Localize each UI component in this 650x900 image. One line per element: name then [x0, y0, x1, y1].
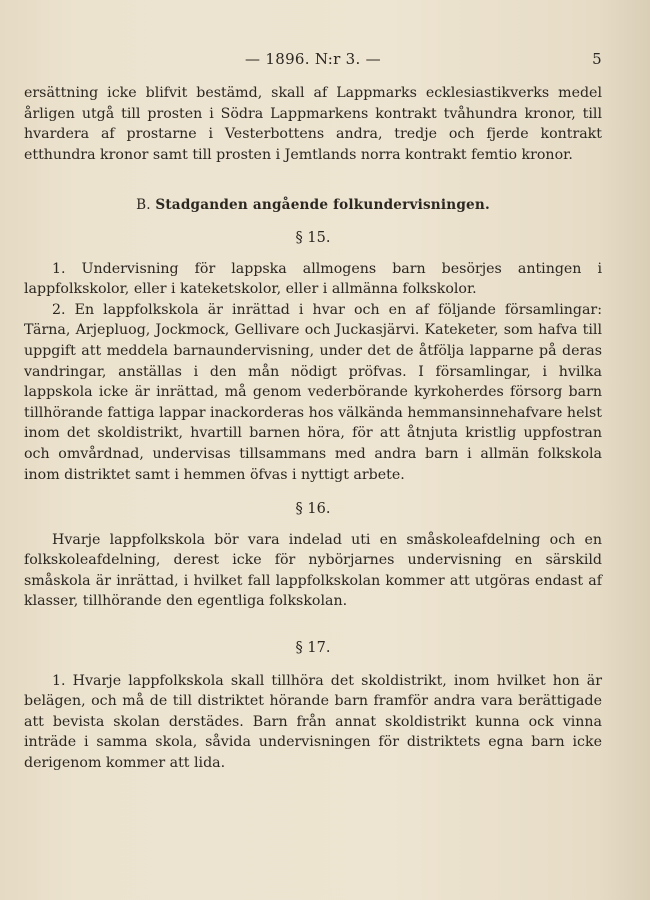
section-15-item-2: 2. En lappfolkskola är inrättad i hvar och en af följande församlingar: Tärna, Arjepluog, Jockmock, Gellivare och Juckasjärvi. Kateketer, som hafva till uppgift att meddela barnaundervisning, under det de åtfölja lapparne på deras vandringar, anställas i den mån nödigt pröfvas. I församlingar, i hvilka lappskola icke är inrättad, må genom vederbörande kyrkoherdes försorg barn tillhörande fattiga lappar inackorderas hos välkända hemmansinnehafvare helst inom det skoldistrikt, hvartill barnen höra, för att åtnjuta kristlig uppfostran och omvårdnad, undervisas tillsammans med andra barn i allmän folkskola inom distriktet samt i hemmen öfvas i nyttigt arbete.	[24, 301, 602, 483]
section-17-item-1: 1. Hvarje lappfolkskola skall tillhöra det skoldistrikt, inom hvilket hon är belägen, och må de till distriktet hörande barn framför andra vara berättigade att bevista skolan derstädes. Barn från annat skoldistrikt kunna ock vinna inträde i samma skola, såvida undervisningen för distriktets egna barn icke derigenom kommer att lida.	[24, 672, 602, 772]
section-b-letter: B.	[136, 197, 151, 214]
section-16-heading: § 16.	[295, 501, 331, 518]
running-head	[24, 50, 602, 74]
section-17-heading: § 17.	[295, 640, 331, 657]
section-15-item-1: 1. Undervisning för lappska allmogens barn besörjes antingen i lappfolkskolor, eller i kateketskolor, eller i allmänna folkskolor.	[24, 260, 602, 298]
body-text	[24, 83, 602, 774]
intro-paragraph: ersättning icke blifvit bestämd, skall af Lappmarks ecklesiastikverks medel årligen utgå till prosten i Södra Lappmarkens kontrakt tvåhundra kronor, till hvardera af prostarne i Vesterbottens andra, tredje och fjerde kontrakt etthundra kronor samt till prosten i Jemtlands norra kontrakt femtio kronor.	[24, 85, 602, 163]
page-number: 5	[592, 50, 602, 68]
section-16-paragraph: Hvarje lappfolkskola bör vara indelad uti en småskoleafdelning och en folkskoleafdelning, derest icke för nybörjarnes undervisning en särskild småskola är inrättad, i hvilket fall lappfolkskolan kommer att utgöras endast af klasser, tillhörande den egentliga folkskolan.	[24, 531, 602, 610]
running-title: — 1896. N:r 3. —	[245, 50, 381, 68]
section-b-heading	[24, 195, 602, 216]
section-b-title: Stadganden angående folkundervisningen.	[155, 197, 490, 214]
section-15-heading: § 15.	[295, 229, 331, 246]
